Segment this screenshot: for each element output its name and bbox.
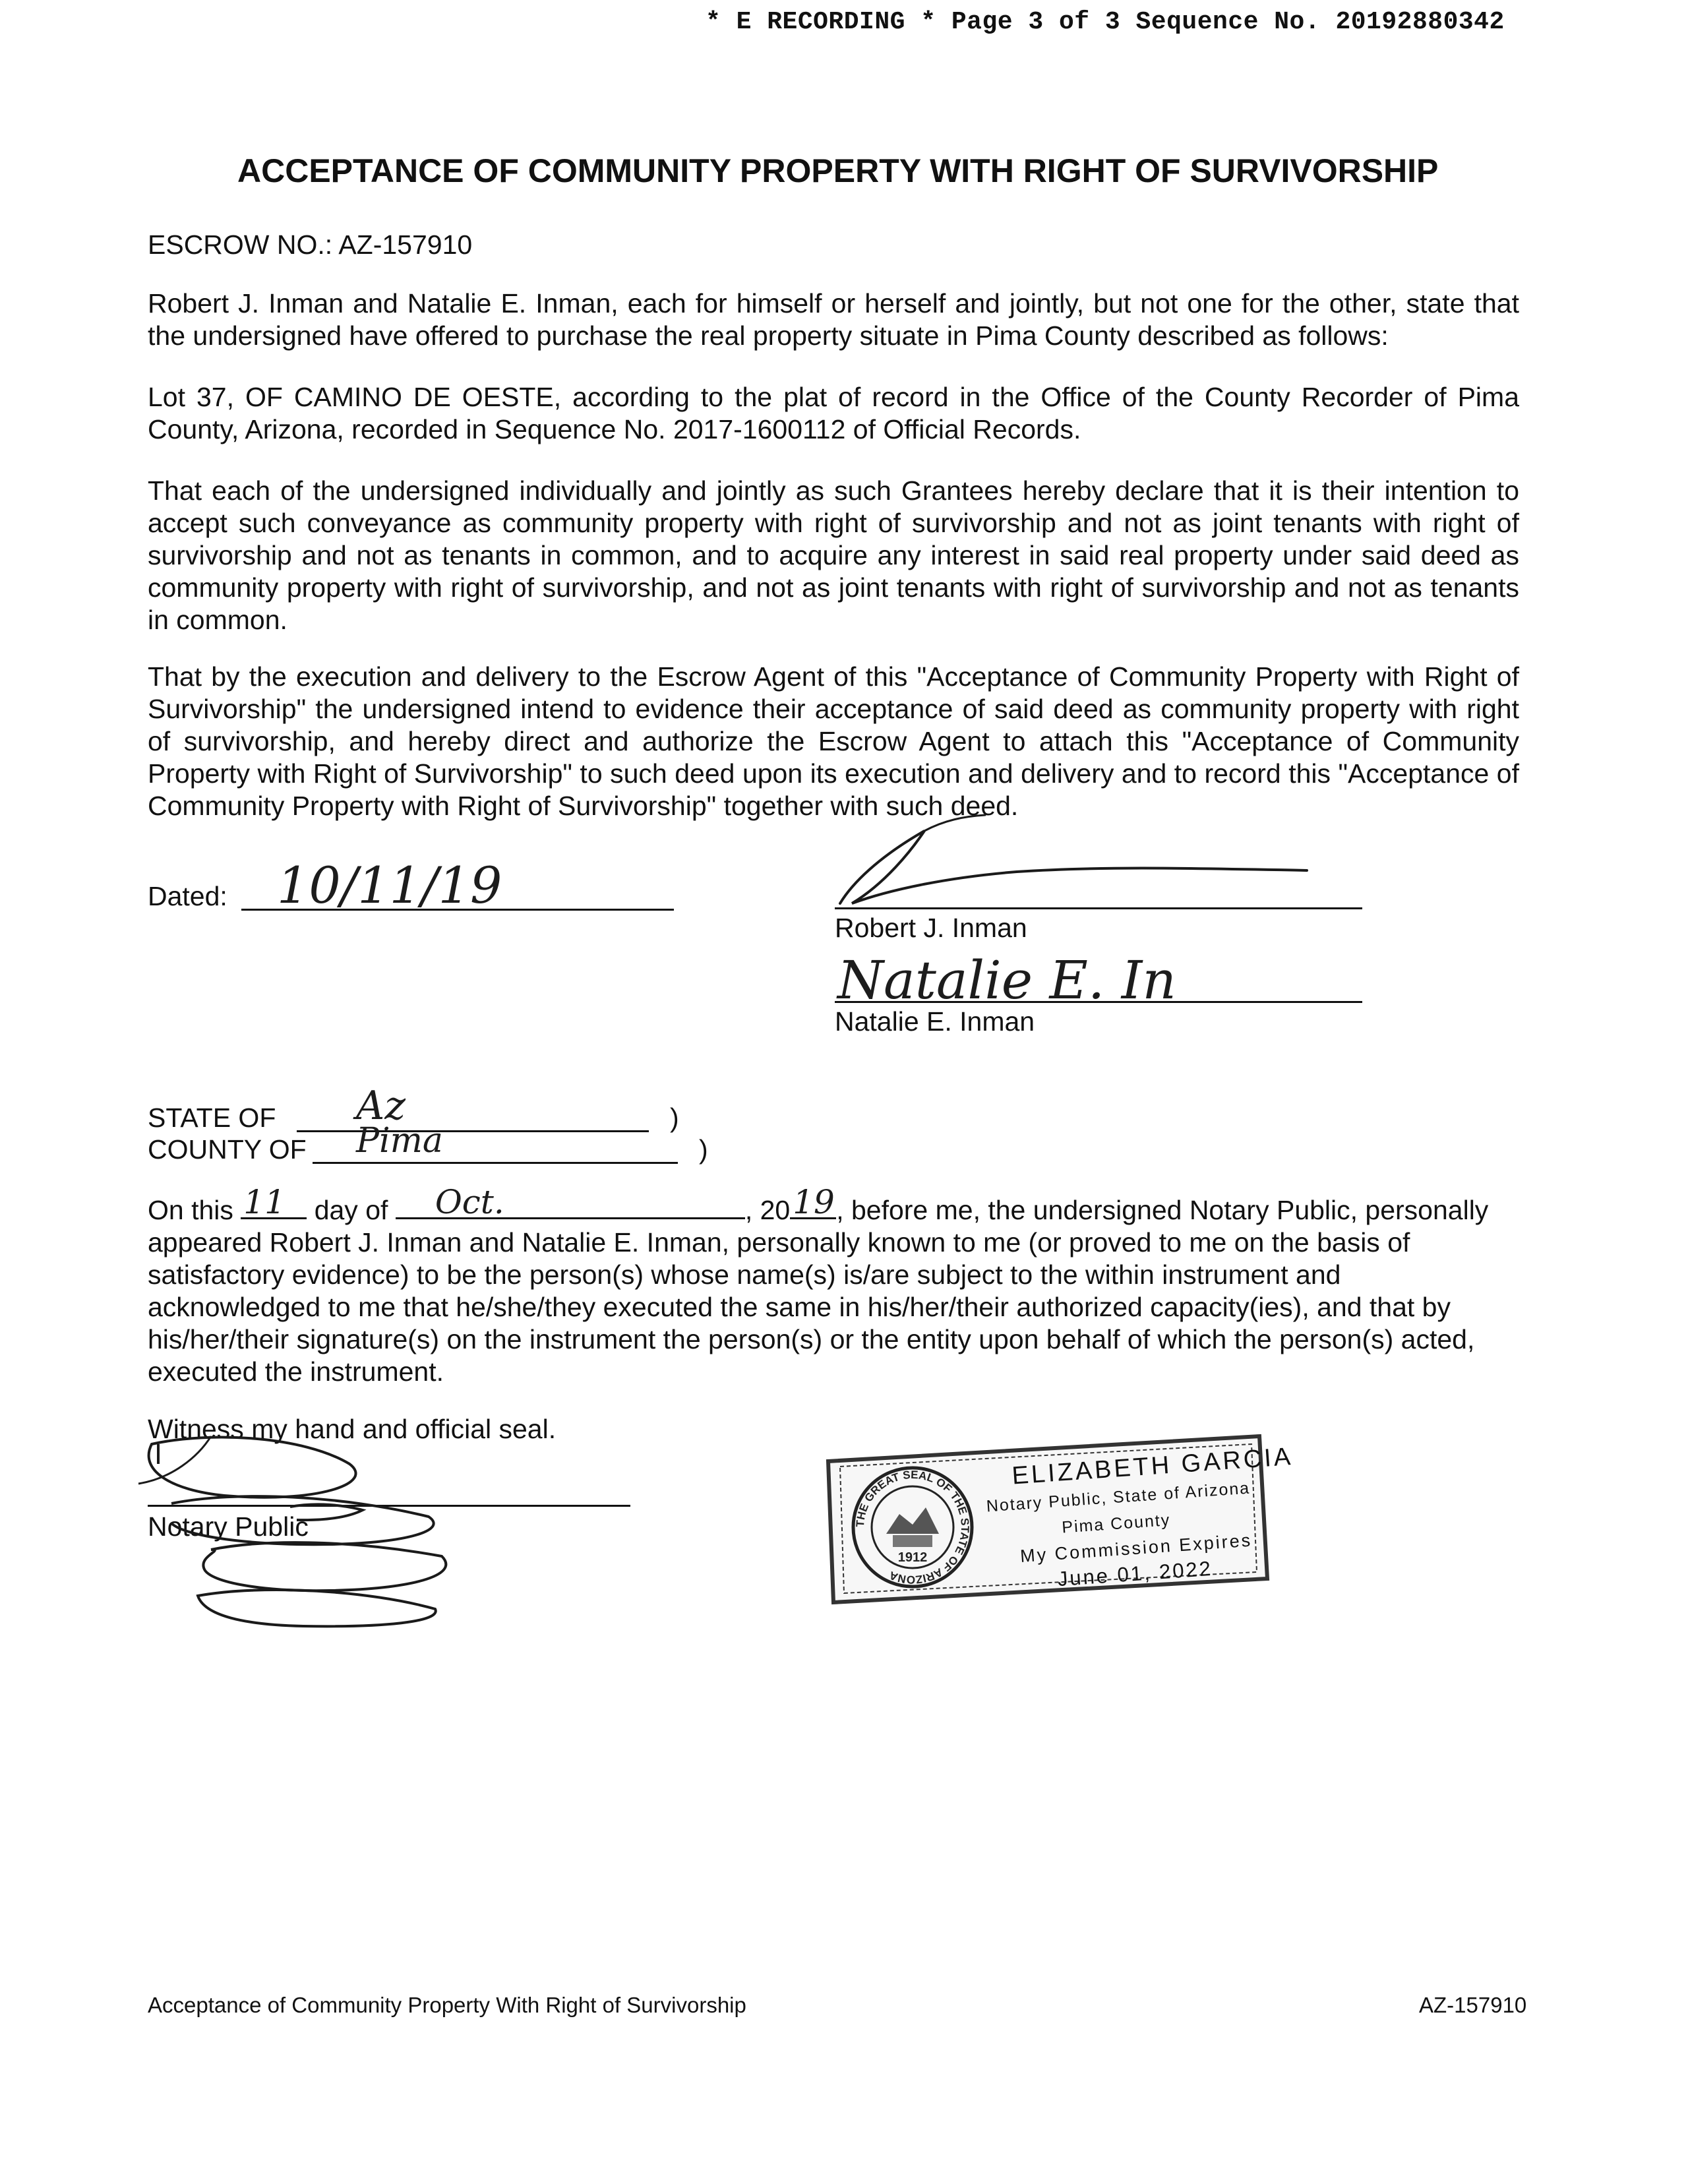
- ack-month-blank: [396, 1183, 745, 1221]
- signature-line-natalie: [835, 1001, 1362, 1003]
- county-label: COUNTY OF: [148, 1134, 307, 1165]
- escrow-number-line: [148, 229, 472, 260]
- ack-day-value: 11: [243, 1183, 286, 1221]
- county-line: [313, 1162, 678, 1164]
- escrow-number: AZ-157910: [338, 229, 473, 260]
- paragraph-legal-description: Lot 37, OF CAMINO DE OESTE, according to the plat of record in the Office of the County Recorder of Pima County, Arizona, recorded in Sequence No. 2017-1600112 of Official Records.: [148, 382, 1519, 444]
- escrow-label: ESCROW NO.:: [148, 229, 333, 260]
- seal-notary-name: ELIZABETH GARCIA: [1011, 1442, 1294, 1490]
- county-paren: ): [699, 1134, 708, 1165]
- signature-line-robert: [835, 907, 1362, 909]
- state-line: [297, 1130, 649, 1132]
- ack-body: , before me, the undersigned Notary Public, personally appeared Robert J. Inman and Natalie E. Inman, personally known to me (or proved to me on the basis of satisfactory evidence) to be the person(s) whose name(s) is/are subject to the within instrument and acknowledged to me that he/she/they executed the same in his/her/their authorized capacity(ies), and that by his/her/their signature(s) on the instrument the person(s) or the entity upon behalf of which the person(s) acted, executed the instrument.: [148, 1195, 1489, 1387]
- recording-stamp: * E RECORDING * Page 3 of 3 Sequence No. 20192880342: [706, 8, 1505, 36]
- seal-expiry-date: June 01, 2022: [1056, 1556, 1214, 1591]
- ack-day-blank: [241, 1183, 307, 1221]
- paragraph-execution: That by the execution and delivery to the Escrow Agent of this "Acceptance of Community Property with Right of Survivorship" the undersigned intend to evidence their acceptance of said deed as community property with right of survivorship, and hereby direct and authorize the Escrow Agent to attach this "Acceptance of Community Property with Right of Survivorship" to such deed upon its execution and delivery and to record this "Acceptance of Community Property with Right of Survivorship" together with such deed.: [148, 661, 1519, 821]
- ack-year-blank: [790, 1183, 836, 1221]
- seal-county: Pima County: [1061, 1511, 1172, 1537]
- footer-escrow-number: AZ-157910: [1419, 1993, 1527, 2017]
- signer-name-robert: Robert J. Inman: [835, 913, 1027, 943]
- seal-commission-label: My Commission Expires: [1019, 1530, 1253, 1567]
- state-label: STATE OF: [148, 1103, 276, 1133]
- ack-year-prefix: , 20: [744, 1195, 791, 1225]
- seal-ring-text: THE GREAT SEAL OF THE STATE OF ARIZONA: [853, 1468, 972, 1587]
- ack-on-this: On this: [148, 1195, 233, 1225]
- notary-seal: [824, 1432, 1294, 1605]
- footer-document-name: Acceptance of Community Property With Right of Survivorship: [148, 1993, 746, 2017]
- signature-natalie: Natalie E. In: [837, 950, 1176, 1011]
- paragraph-declaration: That each of the undersigned individually and jointly as such Grantees hereby declare that it is their intention to accept such conveyance as community property with right of survivorship and not as joint tenants with right of survivorship and not as tenants in common, and to acquire any interest in said real property under said deed as community property with right of survivorship, and not as joint tenants with right of survivorship and not as tenants in common.: [148, 475, 1519, 635]
- dated-value: 10/11/19: [277, 856, 502, 915]
- seal-year: 1912: [897, 1550, 928, 1565]
- state-value: Az: [356, 1083, 406, 1129]
- ack-day-of: day of: [314, 1195, 388, 1225]
- ack-year-value: 19: [793, 1183, 835, 1221]
- dated-label: Dated:: [148, 881, 227, 911]
- county-value: Pima: [356, 1121, 443, 1161]
- acknowledgment-paragraph: [148, 1183, 1519, 1388]
- document-title: ACCEPTANCE OF COMMUNITY PROPERTY WITH RIGHT OF SURVIVORSHIP: [237, 152, 1439, 189]
- ack-month-value: Oct.: [435, 1183, 504, 1221]
- signature-robert: [832, 811, 1333, 910]
- state-paren: ): [670, 1103, 679, 1133]
- paragraph-purchasers: Robert J. Inman and Natalie E. Inman, each for himself or herself and jointly, but not one for the other, state that the undersigned have offered to purchase the real property situate in Pima County described as follows:: [148, 288, 1519, 351]
- seal-notary-title: Notary Public, State of Arizona: [985, 1478, 1251, 1516]
- arizona-state-seal: [847, 1461, 979, 1593]
- witness-text: Witness my hand and official seal.: [148, 1414, 557, 1444]
- notary-public-label: Notary Public: [148, 1511, 309, 1542]
- notary-signature: [132, 1418, 475, 1635]
- signer-name-natalie: Natalie E. Inman: [835, 1006, 1035, 1037]
